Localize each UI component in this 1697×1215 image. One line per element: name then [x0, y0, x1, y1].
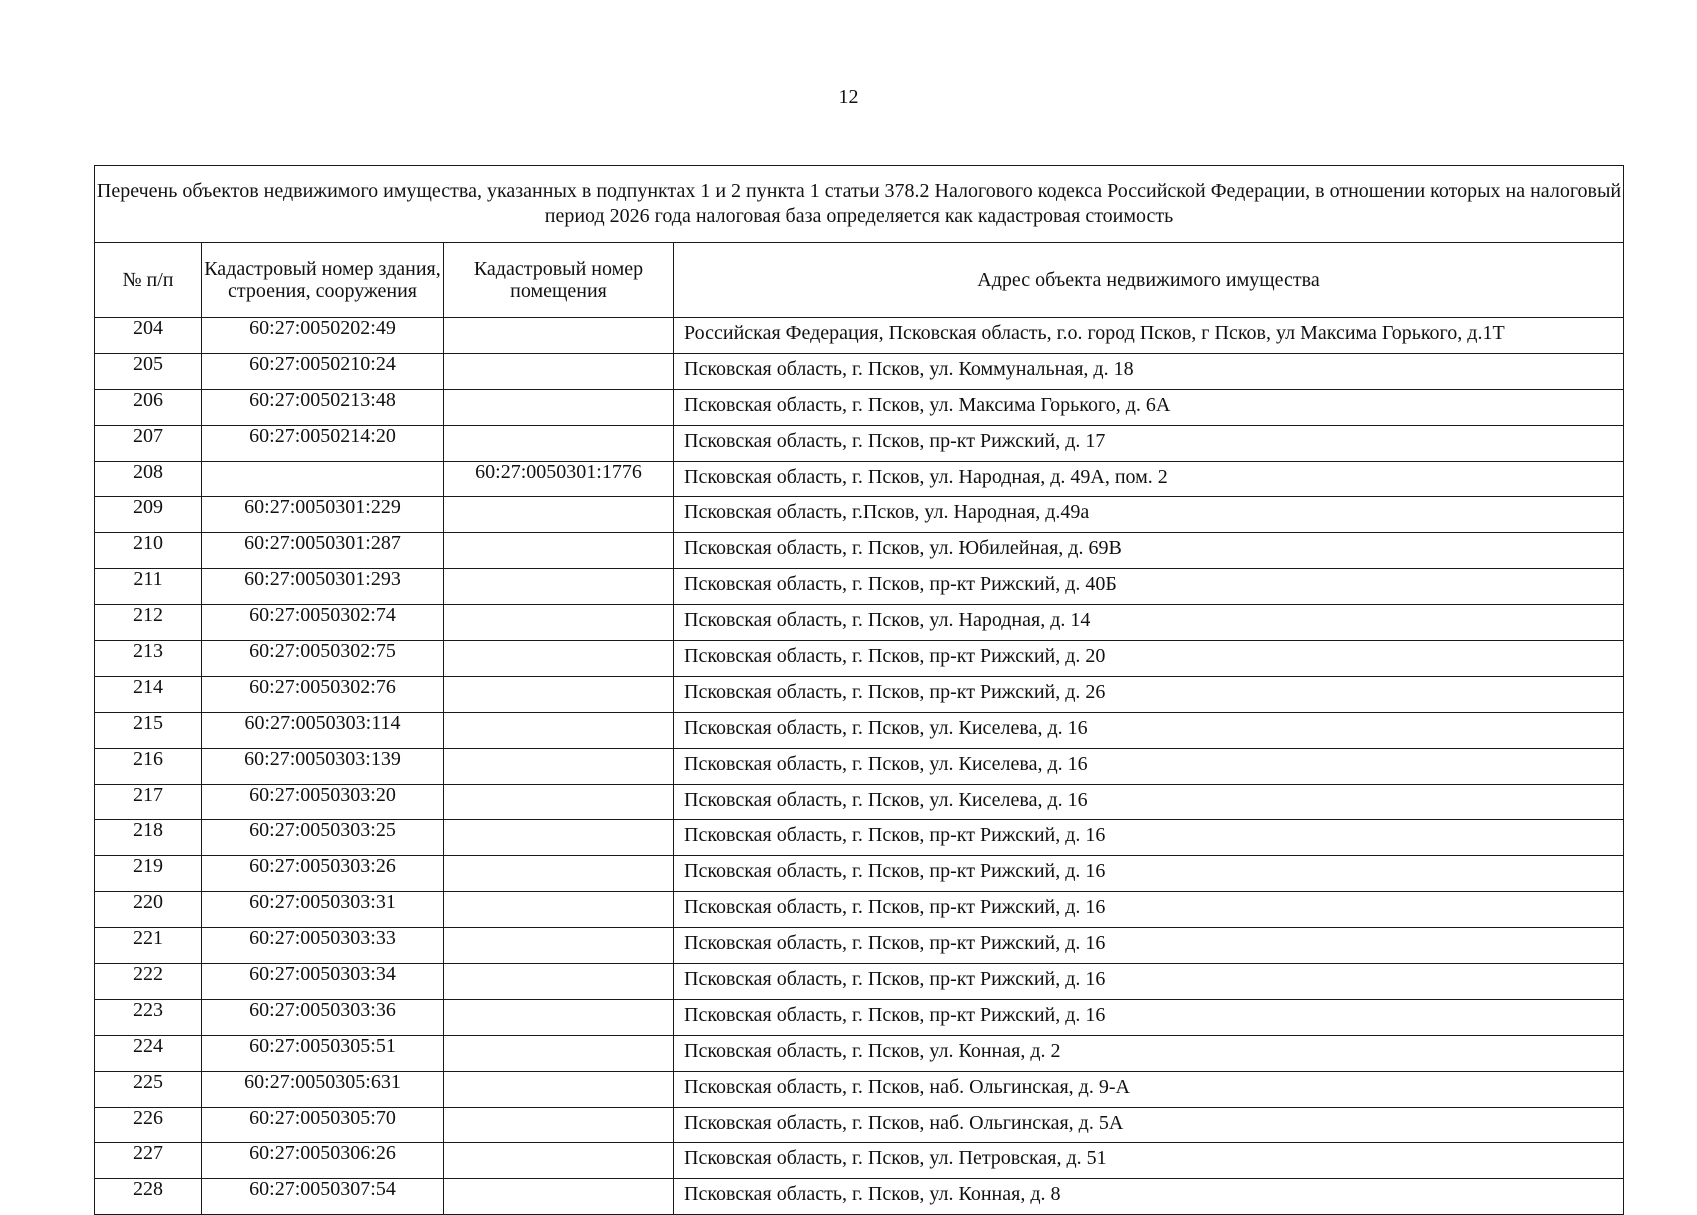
- table-row: [95, 1035, 1624, 1071]
- building-cadastral-number: 60:27:0050302:74: [202, 605, 444, 641]
- property-address: Псковская область, г. Псков, пр-кт Рижский, д. 17: [674, 425, 1624, 461]
- row-number: 210: [95, 533, 202, 569]
- property-address: Псковская область, г. Псков, пр-кт Рижский, д. 16: [674, 892, 1624, 928]
- table-title: Перечень объектов недвижимого имущества, указанных в подпунктах 1 и 2 пункта 1 статьи 378.2 Налогового кодекса Российской Федерации, в отношении которых на налоговый период 2026 года налоговая база определяется как кадастровая стоимость: [95, 166, 1624, 243]
- table-row: [95, 533, 1624, 569]
- building-cadastral-number: 60:27:0050303:31: [202, 892, 444, 928]
- row-number: 220: [95, 892, 202, 928]
- room-cadastral-number: [444, 1143, 674, 1179]
- room-cadastral-number: [444, 1035, 674, 1071]
- building-cadastral-number: 60:27:0050302:76: [202, 676, 444, 712]
- room-cadastral-number: [444, 1071, 674, 1107]
- table-row: [95, 1107, 1624, 1143]
- table-row: [95, 712, 1624, 748]
- building-cadastral-number: 60:27:0050214:20: [202, 425, 444, 461]
- property-address: Псковская область, г. Псков, пр-кт Рижский, д. 16: [674, 964, 1624, 1000]
- header-room-cadastral: Кадастровый номер помещения: [444, 243, 674, 318]
- table-row: [95, 1071, 1624, 1107]
- room-cadastral-number: [444, 712, 674, 748]
- table-row: [95, 569, 1624, 605]
- row-number: 214: [95, 676, 202, 712]
- building-cadastral-number: 60:27:0050301:229: [202, 497, 444, 533]
- property-address: Псковская область, г. Псков, пр-кт Рижский, д. 16: [674, 928, 1624, 964]
- table-row: [95, 425, 1624, 461]
- table-row: [95, 892, 1624, 928]
- table-body: [95, 318, 1624, 1215]
- property-address: Псковская область, г. Псков, пр-кт Рижский, д. 16: [674, 999, 1624, 1035]
- row-number: 205: [95, 353, 202, 389]
- building-cadastral-number: 60:27:0050305:631: [202, 1071, 444, 1107]
- building-cadastral-number: 60:27:0050303:34: [202, 964, 444, 1000]
- property-address: Псковская область, г.Псков, ул. Народная, д.49а: [674, 497, 1624, 533]
- row-number: 224: [95, 1035, 202, 1071]
- room-cadastral-number: [444, 999, 674, 1035]
- row-number: 226: [95, 1107, 202, 1143]
- property-address: Псковская область, г. Псков, ул. Народная, д. 14: [674, 605, 1624, 641]
- room-cadastral-number: [444, 928, 674, 964]
- table-row: [95, 964, 1624, 1000]
- room-cadastral-number: [444, 784, 674, 820]
- row-number: 206: [95, 389, 202, 425]
- building-cadastral-number: 60:27:0050303:20: [202, 784, 444, 820]
- table-row: [95, 318, 1624, 354]
- property-address: Псковская область, г. Псков, ул. Конная, д. 8: [674, 1179, 1624, 1215]
- property-address: Псковская область, г. Псков, ул. Киселева, д. 16: [674, 784, 1624, 820]
- room-cadastral-number: [444, 605, 674, 641]
- property-list-table: [94, 165, 1624, 1215]
- building-cadastral-number: 60:27:0050210:24: [202, 353, 444, 389]
- building-cadastral-number: 60:27:0050307:54: [202, 1179, 444, 1215]
- room-cadastral-number: [444, 964, 674, 1000]
- property-address: Псковская область, г. Псков, пр-кт Рижский, д. 16: [674, 820, 1624, 856]
- property-address: Российская Федерация, Псковская область, г.о. город Псков, г Псков, ул Максима Горького, д.1Т: [674, 318, 1624, 354]
- room-cadastral-number: [444, 641, 674, 677]
- property-address: Псковская область, г. Псков, ул. Киселева, д. 16: [674, 712, 1624, 748]
- room-cadastral-number: [444, 569, 674, 605]
- building-cadastral-number: 60:27:0050303:36: [202, 999, 444, 1035]
- room-cadastral-number: [444, 353, 674, 389]
- room-cadastral-number: [444, 820, 674, 856]
- room-cadastral-number: [444, 676, 674, 712]
- building-cadastral-number: 60:27:0050202:49: [202, 318, 444, 354]
- building-cadastral-number: 60:27:0050301:287: [202, 533, 444, 569]
- page-number: 12: [838, 86, 859, 108]
- room-cadastral-number: [444, 856, 674, 892]
- table-row: [95, 1143, 1624, 1179]
- table-row: [95, 999, 1624, 1035]
- header-num: № п/п: [95, 243, 202, 318]
- property-address: Псковская область, г. Псков, ул. Юбилейная, д. 69В: [674, 533, 1624, 569]
- property-address: Псковская область, г. Псков, наб. Ольгинская, д. 5А: [674, 1107, 1624, 1143]
- table-row: [95, 676, 1624, 712]
- row-number: 222: [95, 964, 202, 1000]
- room-cadastral-number: [444, 425, 674, 461]
- row-number: 221: [95, 928, 202, 964]
- row-number: 204: [95, 318, 202, 354]
- row-number: 213: [95, 641, 202, 677]
- property-address: Псковская область, г. Псков, наб. Ольгинская, д. 9-А: [674, 1071, 1624, 1107]
- row-number: 207: [95, 425, 202, 461]
- table-row: [95, 353, 1624, 389]
- room-cadastral-number: [444, 497, 674, 533]
- property-address: Псковская область, г. Псков, пр-кт Рижский, д. 16: [674, 856, 1624, 892]
- building-cadastral-number: 60:27:0050213:48: [202, 389, 444, 425]
- header-address: Адрес объекта недвижимого имущества: [674, 243, 1624, 318]
- building-cadastral-number: 60:27:0050303:114: [202, 712, 444, 748]
- table-title-row: [95, 166, 1624, 243]
- table-row: [95, 461, 1624, 497]
- table-row: [95, 605, 1624, 641]
- building-cadastral-number: [202, 461, 444, 497]
- room-cadastral-number: [444, 318, 674, 354]
- table-row: [95, 856, 1624, 892]
- property-address: Псковская область, г. Псков, ул. Коммунальная, д. 18: [674, 353, 1624, 389]
- room-cadastral-number: [444, 892, 674, 928]
- table-row: [95, 820, 1624, 856]
- row-number: 217: [95, 784, 202, 820]
- property-address: Псковская область, г. Псков, пр-кт Рижский, д. 40Б: [674, 569, 1624, 605]
- room-cadastral-number: [444, 389, 674, 425]
- building-cadastral-number: 60:27:0050303:33: [202, 928, 444, 964]
- row-number: 228: [95, 1179, 202, 1215]
- property-address: Псковская область, г. Псков, пр-кт Рижский, д. 20: [674, 641, 1624, 677]
- property-address: Псковская область, г. Псков, ул. Народная, д. 49А, пом. 2: [674, 461, 1624, 497]
- row-number: 223: [95, 999, 202, 1035]
- room-cadastral-number: 60:27:0050301:1776: [444, 461, 674, 497]
- property-address: Псковская область, г. Псков, ул. Максима Горького, д. 6А: [674, 389, 1624, 425]
- row-number: 208: [95, 461, 202, 497]
- table-row: [95, 497, 1624, 533]
- row-number: 212: [95, 605, 202, 641]
- building-cadastral-number: 60:27:0050302:75: [202, 641, 444, 677]
- building-cadastral-number: 60:27:0050306:26: [202, 1143, 444, 1179]
- building-cadastral-number: 60:27:0050303:26: [202, 856, 444, 892]
- building-cadastral-number: 60:27:0050303:25: [202, 820, 444, 856]
- room-cadastral-number: [444, 748, 674, 784]
- table-row: [95, 641, 1624, 677]
- property-address: Псковская область, г. Псков, ул. Петровская, д. 51: [674, 1143, 1624, 1179]
- building-cadastral-number: 60:27:0050305:70: [202, 1107, 444, 1143]
- row-number: 216: [95, 748, 202, 784]
- row-number: 209: [95, 497, 202, 533]
- row-number: 218: [95, 820, 202, 856]
- room-cadastral-number: [444, 1107, 674, 1143]
- row-number: 225: [95, 1071, 202, 1107]
- header-building-cadastral: Кадастровый номер здания, строения, сооружения: [202, 243, 444, 318]
- table-row: [95, 1179, 1624, 1215]
- room-cadastral-number: [444, 533, 674, 569]
- property-address: Псковская область, г. Псков, ул. Конная, д. 2: [674, 1035, 1624, 1071]
- property-address: Псковская область, г. Псков, ул. Киселева, д. 16: [674, 748, 1624, 784]
- row-number: 211: [95, 569, 202, 605]
- building-cadastral-number: 60:27:0050305:51: [202, 1035, 444, 1071]
- table-row: [95, 784, 1624, 820]
- building-cadastral-number: 60:27:0050301:293: [202, 569, 444, 605]
- table-row: [95, 389, 1624, 425]
- property-address: Псковская область, г. Псков, пр-кт Рижский, д. 26: [674, 676, 1624, 712]
- row-number: 215: [95, 712, 202, 748]
- row-number: 227: [95, 1143, 202, 1179]
- table-header-row: [95, 243, 1624, 318]
- table-row: [95, 928, 1624, 964]
- building-cadastral-number: 60:27:0050303:139: [202, 748, 444, 784]
- row-number: 219: [95, 856, 202, 892]
- room-cadastral-number: [444, 1179, 674, 1215]
- table-row: [95, 748, 1624, 784]
